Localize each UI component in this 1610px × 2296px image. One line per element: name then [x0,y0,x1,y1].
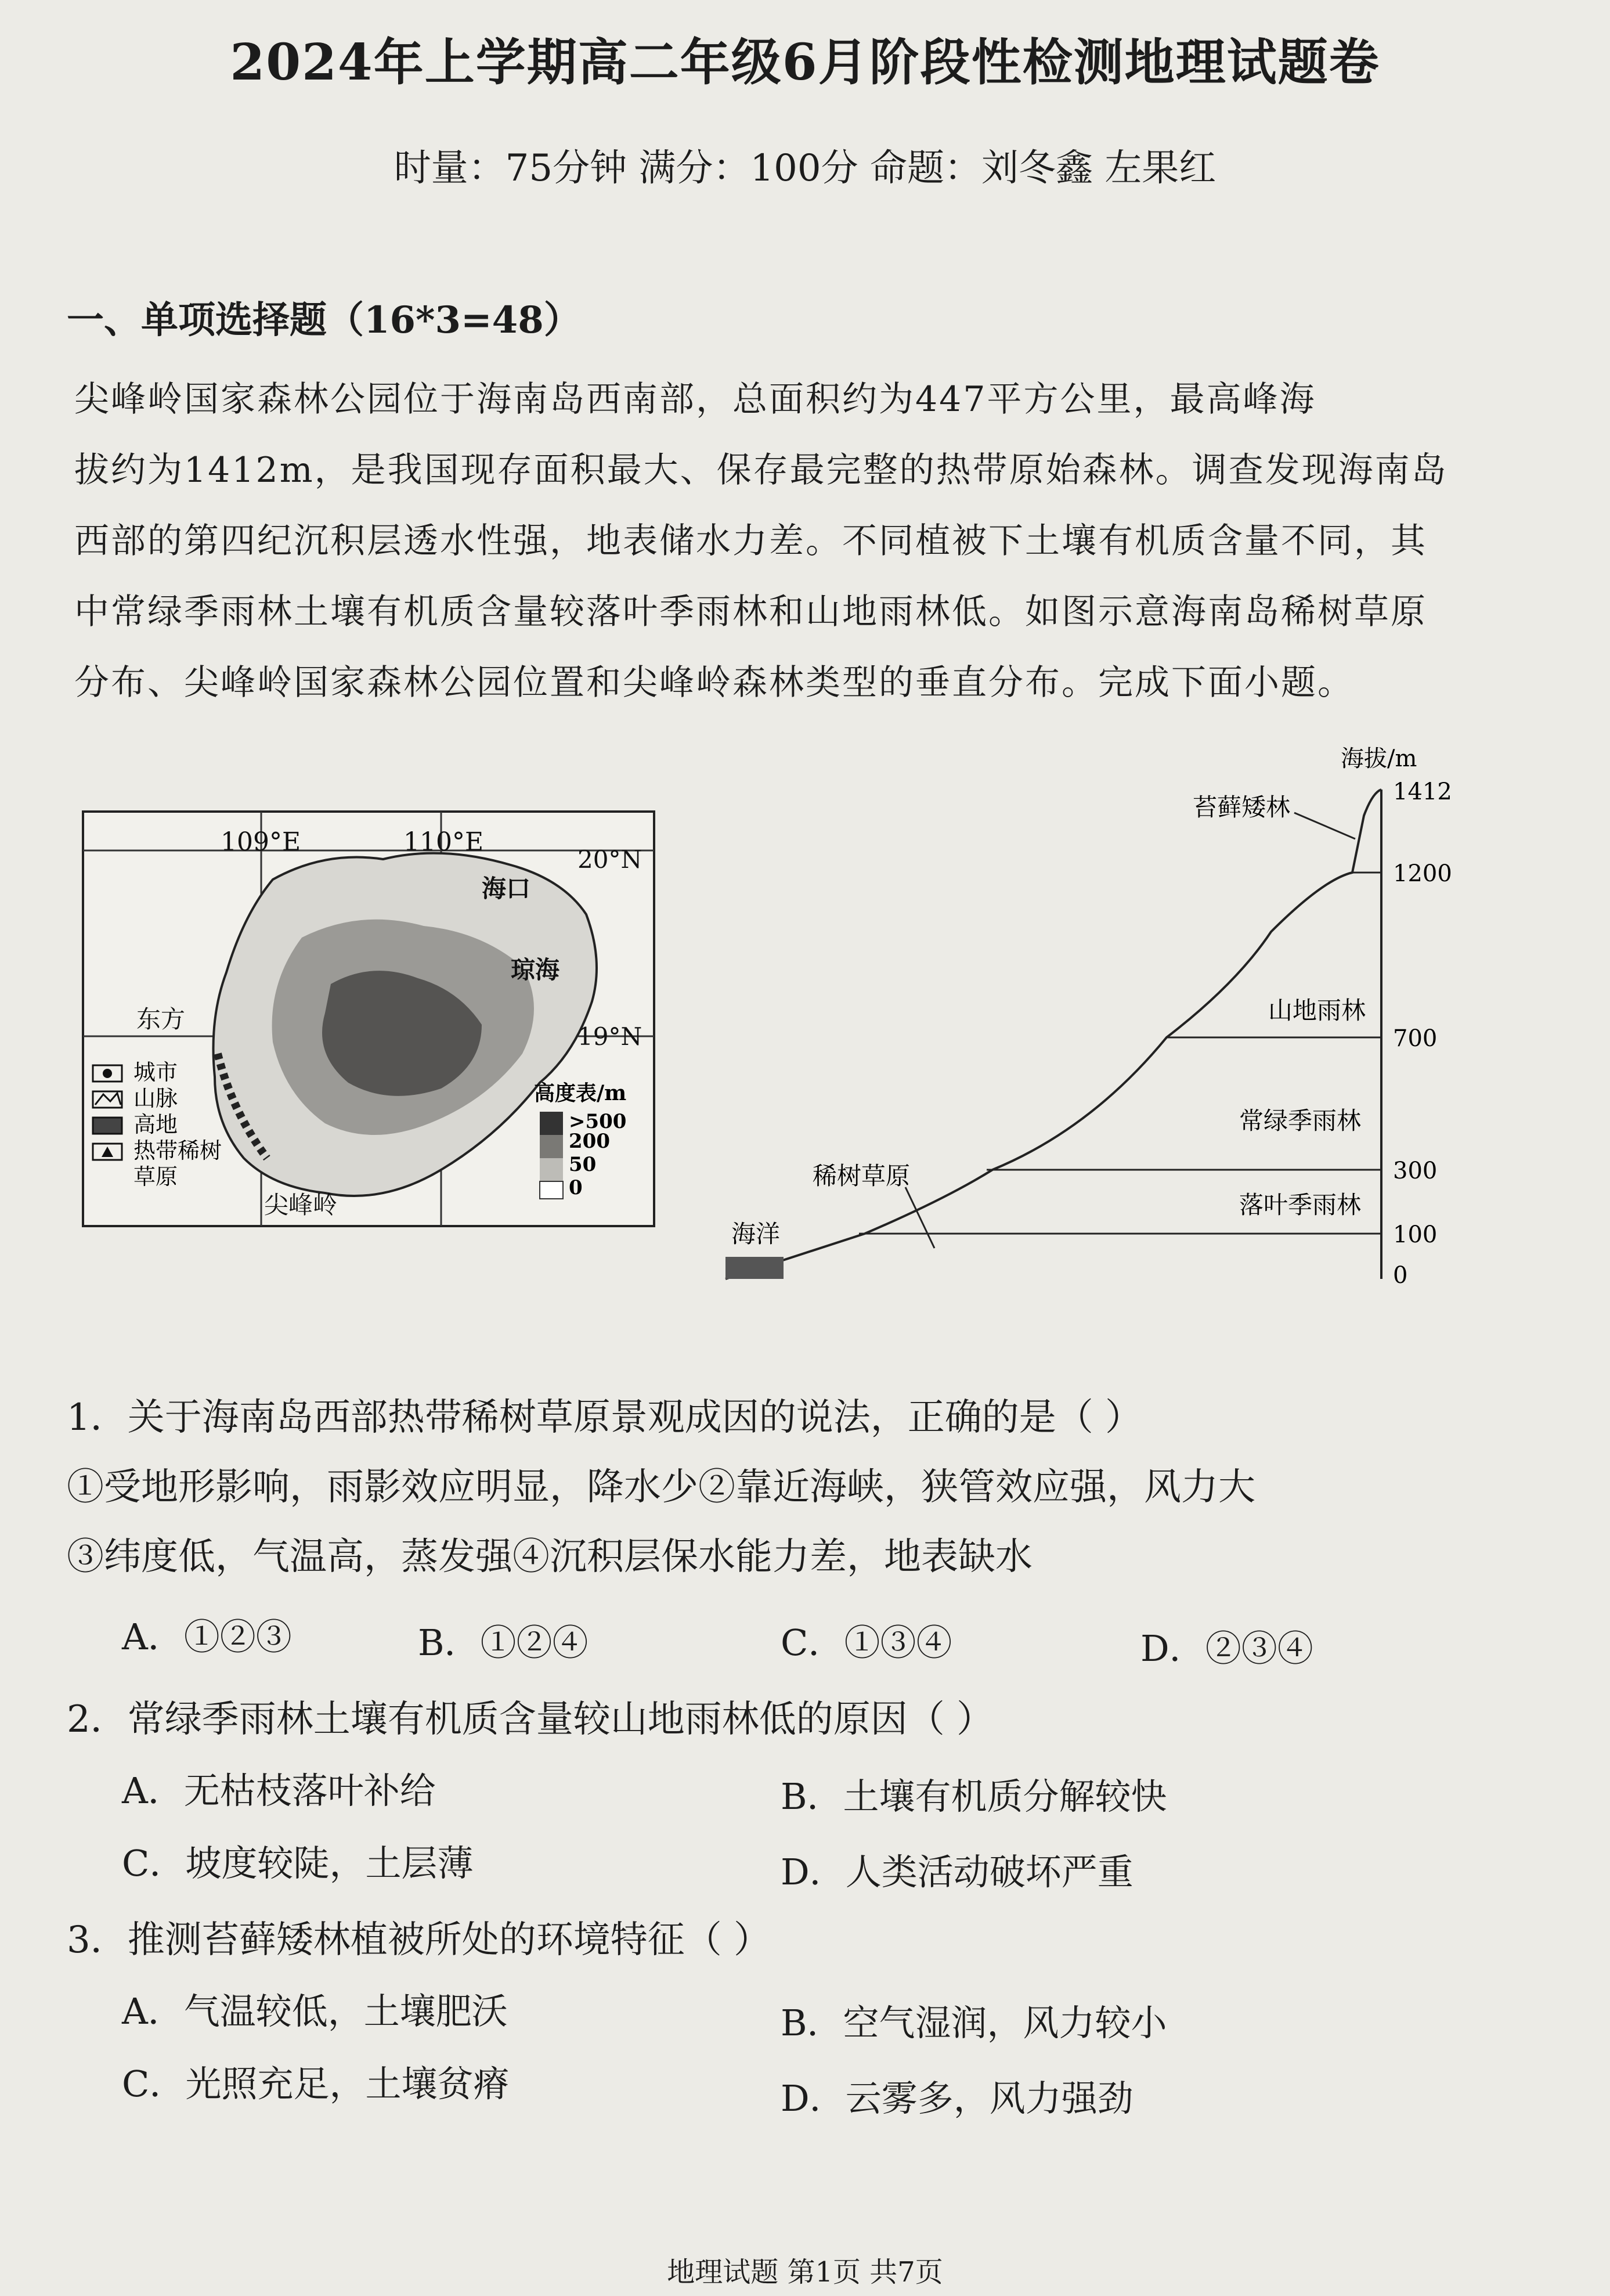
answer-option[interactable]: D．②③④ [1140,1627,1313,1670]
page-title: 2024年上学期高二年级6月阶段性检测地理试题卷 [230,33,1380,92]
exam-meta: 时量：75分钟 满分：100分 命题：刘冬鑫 左果红 [394,147,1216,190]
passage-line: 西部的第四纪沉积层透水性强，地表储水力差。不同植被下土壤有机质含量不同，其 [74,521,1427,561]
passage-line: 分布、尖峰岭国家森林公园位置和尖峰岭森林类型的垂直分布。完成下面小题。 [74,662,1354,703]
zone-label: 苔藓矮林 [1193,793,1291,821]
axis-tick: 1200 [1393,860,1452,887]
vertical-zonation-profile [714,734,1515,1303]
question-statement: ③纬度低，气温高，蒸发强④沉积层保水能力差，地表缺水 [67,1536,1033,1578]
axis-label: 海拔/m [1341,745,1417,772]
legend-label: 山脉 [133,1086,178,1111]
lat-label: 20°N [577,845,642,874]
answer-option[interactable]: A．无枯枝落叶补给 [122,1769,436,1812]
elevation-level: 200 [569,1130,610,1153]
answer-option[interactable]: C．①③④ [781,1621,952,1664]
answer-option[interactable]: B．①②④ [418,1621,589,1664]
passage-line: 尖峰岭国家森林公园位于海南岛西南部，总面积约为447平方公里，最高峰海 [74,379,1316,420]
answer-option[interactable]: B．空气湿润，风力较小 [781,2002,1167,2044]
lon-label: 109°E [221,827,301,857]
elevation-level: 0 [569,1176,583,1199]
axis-tick: 100 [1393,1221,1438,1248]
axis-tick: 0 [1393,1262,1408,1289]
axis-tick: 300 [1393,1158,1438,1184]
question-stem: 2．常绿季雨林土壤有机质含量较山地雨林低的原因（ ） [67,1698,994,1741]
zone-label: 落叶季雨林 [1239,1191,1362,1219]
legend-label: 草原 [133,1164,178,1190]
elevation-title: 高度表/m [534,1081,627,1105]
question-stem: 3．推测苔藓矮林植被所处的环境特征（ ） [67,1919,771,1962]
passage-line: 中常绿季雨林土壤有机质含量较落叶季雨林和山地雨林低。如图示意海南岛稀树草原 [74,592,1427,632]
passage-line: 拔约为1412m，是我国现存面积最大、保存最完整的热带原始森林。调查发现海南岛 [74,450,1448,491]
answer-option[interactable]: C．光照充足，土壤贫瘠 [122,2063,510,2105]
answer-option[interactable]: D．人类活动破坏严重 [781,1851,1134,1893]
axis-tick: 700 [1393,1025,1438,1052]
legend-label: 热带稀树 [133,1138,222,1163]
zone-label: 海洋 [731,1220,781,1248]
answer-option[interactable]: A．气温较低，土壤肥沃 [122,1990,508,2032]
axis-tick: 1412 [1393,778,1452,805]
elevation-level: >500 [569,1110,627,1133]
zone-label: 山地雨林 [1268,996,1366,1025]
city-label: 海口 [482,874,531,903]
legend-label: 高地 [133,1112,178,1137]
answer-option[interactable]: B．土壤有机质分解较快 [781,1775,1167,1818]
zone-label: 稀树草原 [813,1162,911,1190]
legend-label: 城市 [133,1059,178,1085]
city-label: 东方 [136,1005,186,1033]
question-statement: ①受地形影响，雨影效应明显，降水少②靠近海峡，狭管效应强，风力大 [67,1466,1255,1509]
page-footer: 地理试题 第1页 共7页 [667,2256,943,2288]
hainan-map [81,810,656,1228]
answer-option[interactable]: C．坡度较陡，土层薄 [122,1842,474,1884]
elevation-level: 50 [569,1153,597,1176]
city-label: 尖峰岭 [264,1191,338,1219]
answer-option[interactable]: D．云雾多，风力强劲 [781,2077,1134,2120]
section-heading: 一、单项选择题（16*3=48） [67,298,581,342]
city-label: 琼海 [511,956,560,984]
question-stem: 1．关于海南岛西部热带稀树草原景观成因的说法，正确的是（ ） [67,1396,1143,1439]
answer-option[interactable]: A．①②③ [122,1616,292,1658]
zone-label: 常绿季雨林 [1239,1106,1362,1135]
lat-label: 19°N [577,1022,642,1051]
lon-label: 110°E [403,827,484,857]
